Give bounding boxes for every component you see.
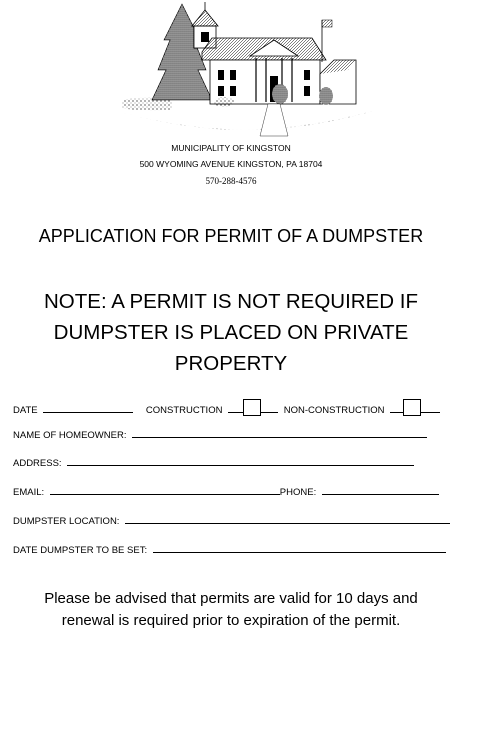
date-set-label: DATE DUMPSTER TO BE SET: [13, 545, 148, 556]
address-field[interactable] [67, 456, 414, 466]
email-label: EMAIL: [13, 487, 45, 498]
date-label: DATE [13, 405, 38, 416]
municipality-address: 500 WYOMING AVENUE KINGSTON, PA 18704 [139, 159, 323, 169]
homeowner-row [13, 428, 427, 441]
location-label: DUMPSTER LOCATION: [13, 516, 120, 527]
phone-label: PHONE: [279, 487, 317, 498]
phone-field[interactable] [322, 485, 439, 495]
date-field[interactable] [43, 403, 133, 413]
page-title: APPLICATION FOR PERMIT OF A DUMPSTER [38, 226, 424, 246]
address-label: ADDRESS: [13, 458, 62, 469]
homeowner-label: NAME OF HOMEOWNER: [13, 430, 127, 441]
construction-label: CONSTRUCTION [145, 405, 223, 416]
municipality-phone: 570-288-4576 [205, 176, 257, 186]
address-row [13, 456, 414, 469]
municipal-building-illustration [112, 0, 378, 142]
email-phone-row [13, 485, 439, 498]
construction-checkbox[interactable] [243, 399, 261, 416]
nonconstruction-label: NON-CONSTRUCTION [283, 405, 385, 416]
municipality-name: MUNICIPALITY OF KINGSTON [171, 143, 291, 153]
validity-notice: Please be advised that permits are valid for 10 days and renewal is required prior to expiration of the permit. [44, 590, 418, 629]
date-set-row [13, 543, 446, 556]
location-field[interactable] [125, 514, 450, 524]
location-row [13, 514, 450, 527]
nonconstruction-checkbox[interactable] [403, 399, 421, 416]
date-set-field[interactable] [153, 543, 446, 553]
homeowner-field[interactable] [132, 428, 427, 438]
permit-note: NOTE: A PERMIT IS NOT REQUIRED IF DUMPSTER IS PLACED ON PRIVATE PROPERTY [44, 290, 418, 375]
email-field[interactable] [50, 485, 280, 495]
date-type-row [13, 399, 440, 416]
